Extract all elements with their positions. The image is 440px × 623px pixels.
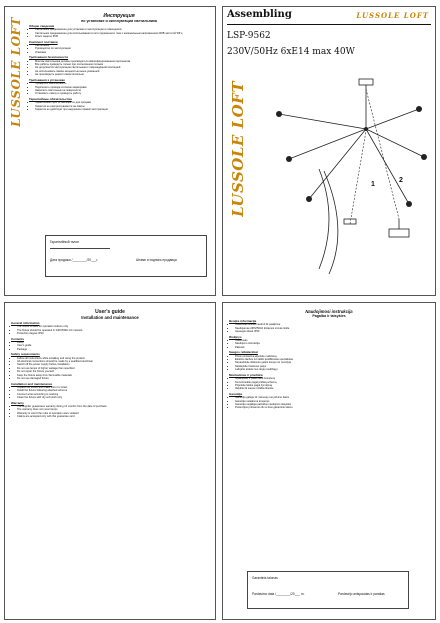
assembly-heading: Assembling — [227, 9, 292, 20]
lt-list-item: • Garantija galioja 12 mėnesių nuo pirkimo datos — [235, 396, 429, 399]
lt-list-item: • Prijunkite laidus pagal žymėjimą — [235, 384, 429, 387]
ru-list-item: • Проверить комплектность — [35, 82, 209, 85]
lt-section-heading: Montavimas ir priežiūra — [229, 372, 263, 377]
en-list-item: • Do not use lamps of higher wattage than specified — [17, 367, 209, 370]
en-list-item: • Install the fixture following attached scheme — [17, 389, 209, 392]
ru-list-item: • Не производить ремонт самостоятельно — [35, 73, 209, 76]
lt-warranty-card — [247, 571, 409, 609]
ru-instructions-page — [4, 6, 216, 296]
ru-list-item: • Светильник — [35, 44, 209, 47]
lt-section-heading: Saugos reikalavimai — [229, 350, 258, 355]
en-list-item: • The warranty does not cover lamps — [17, 408, 209, 411]
lt-title: Naudojimosi instrukcija — [305, 309, 353, 314]
ru-warranty-label: Гарантийный талон — [50, 240, 79, 244]
lt-section-heading: Rinkinys — [229, 334, 242, 339]
assembly-page — [222, 6, 436, 296]
ru-list-item: • Не использовать лампы мощностью выше указанной — [35, 70, 209, 73]
lt-list-item: • Apsaugos klasė IP20 — [235, 330, 429, 333]
lt-list-item: • Laikykite atokiai nuo degių medžiagų — [235, 368, 429, 371]
en-list-item: • Keep the fixture away from flammable materials — [17, 374, 209, 377]
en-section-heading: Installation and maintenance — [11, 381, 53, 386]
ru-section-heading: Требования безопасности — [29, 55, 69, 60]
ru-list-item: • Гарантия не распространяется на лампы — [35, 105, 209, 108]
en-section-heading: General information — [11, 321, 40, 325]
brand-logo-vertical: LUSSOLE LOFT — [9, 17, 23, 127]
lt-section-list — [229, 377, 429, 391]
en-subtitle: Installation and maintenance — [81, 315, 139, 320]
en-list-item: • All electrical connections should be made by a qualified electrician — [17, 360, 209, 363]
model-number: LSP-9562 — [227, 31, 271, 41]
ru-list-item: • Класс защиты IP20 — [35, 35, 209, 38]
en-section-heading: Contents — [11, 336, 24, 341]
step-number-1: 1 — [371, 181, 375, 188]
ru-list-item: • Руководство по эксплуатации — [35, 47, 209, 50]
en-list-item: • Do not repair the fixture yourself — [17, 370, 209, 373]
ru-sale-date: Дата продажи /________/20___г. — [50, 258, 99, 262]
en-list-item: • Lamp — [17, 341, 209, 344]
ru-list-item: • Установить лампу и проверить работу — [35, 92, 209, 95]
en-section-list — [11, 357, 209, 381]
header-rule — [227, 24, 431, 25]
en-list-item: • User's guide — [17, 344, 209, 347]
en-list-item: • The supplier guarantees warranty during 12 months from the date of purchase — [17, 405, 209, 408]
lt-section-list — [229, 355, 429, 372]
lt-subtitle: Pagalba ir taisykles — [312, 314, 346, 318]
lt-warranty-label: Garantinis talonas — [252, 576, 278, 580]
ru-warranty-line — [50, 248, 110, 249]
lt-list-item: • Šviestuvas skirtas naudoti tik patalpose — [235, 323, 429, 326]
lt-list-item: • Naudojimo instrukcija — [235, 342, 429, 345]
en-guide-page — [4, 302, 216, 620]
lt-section-list — [229, 339, 429, 349]
ru-list-item: • Все работы проводить только при отключённом питании — [35, 63, 209, 66]
lt-section-heading: Garantija — [229, 391, 243, 396]
step-number-2: 2 — [399, 177, 403, 184]
en-section-list — [11, 405, 209, 419]
ru-list-item: • Гарантийный срок 12 месяцев со дня продажи — [35, 101, 209, 104]
ru-section-heading: Общие сведения — [29, 24, 55, 28]
lt-list-item: • Netaisykite šviestuvo patys — [235, 365, 429, 368]
ru-list-item: • Светильник предназначен для установки и эксплуатации в помещениях — [35, 28, 209, 31]
brand-logo: LUSSOLE LOFT — [356, 11, 429, 20]
en-list-item: • Switch off the power supply before installation — [17, 363, 209, 366]
en-list-item: • Unpack the fixture and make sure it is intact — [17, 386, 209, 389]
ru-list-item: • Не допускается эксплуатация светильника с повреждённой изоляцией — [35, 66, 209, 69]
lt-list-item: • Išpakuokite ir patikrinkite šviestuvą — [235, 377, 429, 380]
en-list-item: • Follow all instructions while installing and using the product — [17, 357, 209, 360]
ru-section-heading: Гарантийные обязательства — [29, 96, 72, 101]
ru-list-item: • Гарантия не действует при нарушении правил эксплуатации — [35, 108, 209, 111]
lt-list-item: • Garantija negalioja pažeidus naudojimo taisykles — [235, 403, 429, 406]
ru-section-list — [29, 101, 209, 111]
en-section-list — [11, 341, 209, 351]
ru-subtitle: по установке и эксплуатации светильника — [81, 19, 157, 23]
spec-line: 230V/50Hz 6xE14 max 40W — [227, 47, 355, 57]
ru-list-item: • Подключить провода согласно маркировке — [35, 86, 209, 89]
lt-list-item: • Elektros darbus turi atlikti kvalifikuotas specialistas — [235, 358, 429, 361]
lt-list-item: • Sumontuokite pagal pridėtą schemą — [235, 381, 429, 384]
en-section-list — [11, 386, 209, 400]
en-list-item: • The fixture should be operated in 230V/50Hz AC network — [17, 329, 209, 332]
ru-section-heading: Требования к установке — [29, 77, 65, 82]
ru-section-list — [29, 82, 209, 96]
lt-guide-page — [222, 302, 436, 620]
en-list-item: • Connect wires according to marking — [17, 393, 209, 396]
en-list-item: • Do not use damaged fixture — [17, 377, 209, 380]
en-section-list — [11, 325, 209, 335]
lt-list-item: • Prieš montavimą atjunkite maitinimą — [235, 355, 429, 358]
ru-warranty-card — [45, 235, 207, 277]
en-title: User's guide — [95, 309, 125, 315]
ru-list-item: • Закрепить светильник на поверхности — [35, 89, 209, 92]
assembly-diagram — [249, 69, 434, 289]
ru-section-heading: Комплект поставки — [29, 39, 58, 44]
lt-list-item: • Nenaudokite didesnės galios lempų nei nurodyta — [235, 361, 429, 364]
lt-list-item: • Valykite tik sausa minkšta šluoste — [235, 387, 429, 390]
ru-list-item: • Упаковка — [35, 51, 209, 54]
ru-seller-stamp: Штамп и подпись продавца — [136, 258, 177, 262]
ru-list-item: • Монтаж светильника должен производиться квалифицированным персоналом — [35, 60, 209, 63]
lt-list-item: • Pretenzijos priimamos tik su šiuo garantiniu talonu — [235, 406, 429, 409]
lt-list-item: • Šviestuvas — [235, 339, 429, 342]
ru-section-list — [29, 28, 209, 38]
ru-title: Инструкция — [103, 13, 135, 19]
lt-section-list — [229, 396, 429, 410]
en-sections — [11, 322, 209, 419]
lt-section-list — [229, 323, 429, 333]
lt-list-item: • Naudojamas 230V/50Hz kintamos srovės tinkle — [235, 327, 429, 330]
ru-sections — [29, 25, 209, 111]
lt-sale-date: Pardavimo data /________/20___ m. — [252, 592, 305, 596]
ru-section-list — [29, 44, 209, 54]
en-list-item: • Package — [17, 348, 209, 351]
en-section-heading: Warranty — [11, 400, 24, 405]
ru-section-list — [29, 60, 209, 77]
en-list-item: • Warranty is void if the rules of operation were violated — [17, 412, 209, 415]
ru-list-item: • Светильник предназначен для использования в сети переменного тока с номинальным напряжением 230В частотой 50Гц — [35, 32, 209, 35]
lt-list-item: • Pakuotė — [235, 346, 429, 349]
en-list-item: • The fixture is used for operation indoors only — [17, 325, 209, 328]
brand-logo-vertical-2: LUSSOLE LOFT — [229, 81, 247, 217]
lt-list-item: • Garantija netaikoma lempoms — [235, 400, 429, 403]
lt-sections — [229, 320, 429, 410]
en-list-item: • Claims are accepted only with this guarantee card — [17, 415, 209, 418]
en-list-item: • Protection degree IP20 — [17, 332, 209, 335]
lt-section-heading: Bendra informacija — [229, 319, 257, 323]
lt-seller-stamp: Pardavėjo antspaudas ir parašas — [338, 592, 385, 596]
en-list-item: • Clean the fixture with dry soft cloth only — [17, 396, 209, 399]
en-section-heading: Safety requirements — [11, 352, 40, 357]
